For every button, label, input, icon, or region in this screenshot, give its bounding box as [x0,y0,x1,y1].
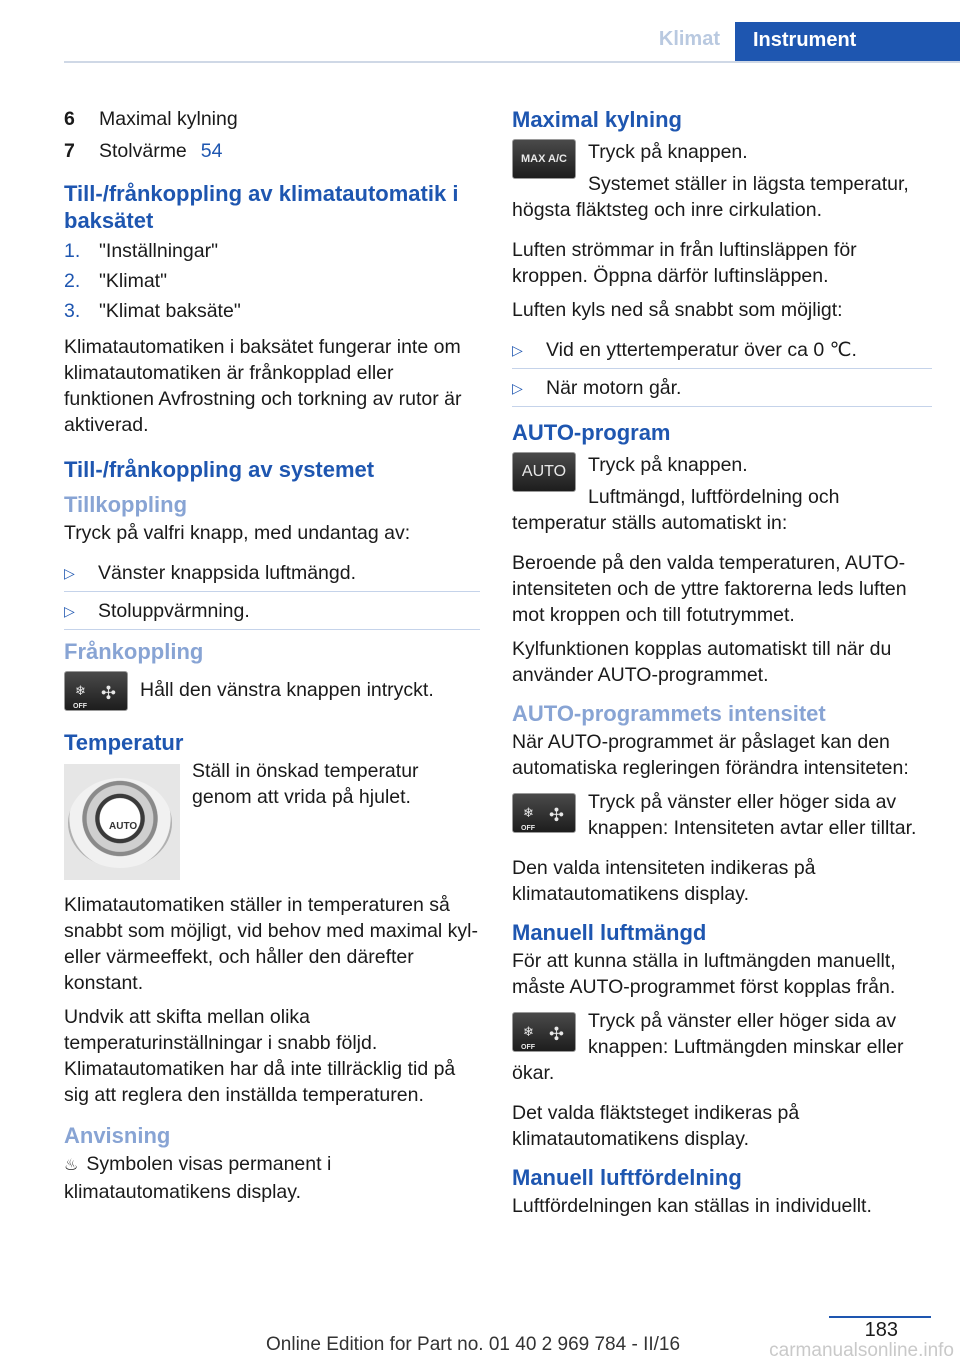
max-ac-button-icon: MAX A/C [512,139,576,179]
intensity-row [512,789,932,849]
fan-button-icon: ❄ OFF ✣ [512,793,576,833]
paragraph: Beroende på den valda temperaturen, AUTO-intensiteten och de yttre faktorerna leds luften mot kroppen och till fotutrymmet. [512,552,907,626]
heading-temperature: Temperatur [64,730,184,755]
auto-button-icon: AUTO [512,452,576,492]
step-item [64,238,480,268]
bullet-triangle-icon: ▷ [512,342,523,358]
knob-label: AUTO [109,821,138,832]
paragraph: Tryck på valfri knapp, med undantag av: [64,522,411,544]
bullet-text: Vänster knappsida luftmängd. [98,562,356,584]
page-reference-link[interactable]: 54 [200,140,223,162]
step-item [64,268,480,298]
paragraph: Håll den vänstra knappen intryckt. [140,679,434,701]
footer-rule [829,1316,931,1318]
paragraph: Klimatautomatiken i baksätet fungerar inte om klimatautomatiken är frånkopplad eller funktionen Avfrostning och torkning av rutor är aktiverad. [64,336,462,436]
paragraph: Luften kyls ned så snabbt som möjligt: [512,299,843,321]
heat-symbol-icon: ♨ [64,1157,79,1174]
note-text: Symbolen visas permanent i klimatautomatikens display. [64,1153,332,1203]
temperature-row [64,758,480,886]
legend-item [64,106,480,138]
paragraph: Ställ in önskad temperatur genom att vrida på hjulet. [192,760,419,808]
paragraph: Tryck på vänster eller höger sida av knappen: Intensiteten avtar eller tilltar. [588,791,917,839]
fan-button-icon: ❄ OFF ✣ [64,671,128,711]
bullet-triangle-icon: ▷ [512,380,523,396]
step-item [64,298,480,328]
rear-steps [64,238,480,328]
heading-note: Anvisning [64,1123,171,1148]
step-number: 1. [64,240,81,262]
bullet-text: När motorn går. [546,377,682,399]
temperature-knob-icon [64,764,180,880]
paragraph: Tryck på vänster eller höger sida av knappen: Luftmängden minskar eller ökar. [512,1010,904,1084]
edition-note: Online Edition for Part no. 01 40 2 969 784 - II/16 [266,1334,681,1355]
legend-item [64,138,480,170]
header-rule [64,61,960,63]
bullet-triangle-icon: ▷ [64,603,75,619]
paragraph: Luftmängd, luftfördelning och temperatur ställs automatiskt in: [512,486,840,534]
step-text: "Klimat baksäte" [99,300,241,322]
bullet-item [64,592,480,630]
heading-max-cooling: Maximal kylning [512,107,682,132]
paragraph: Systemet ställer in lägsta temperatur, högsta fläktsteg och inre cirkulation. [512,173,909,221]
max-cooling-conditions [512,331,932,407]
bullet-triangle-icon: ▷ [64,565,75,581]
bullet-item [64,554,480,592]
paragraph: Kylfunktionen kopplas automatiskt till när du använder AUTO-programmet. [512,638,892,686]
watermark: carmanualsonline.info [769,1340,954,1361]
heading-manual-airflow: Manuell luftmängd [512,920,707,945]
page-number: 183 [864,1319,898,1341]
fan-button-icon: ❄ OFF ✣ [512,1012,576,1052]
right-column [512,106,932,1227]
legend-text: Maximal kylning [99,108,238,130]
heading-auto-program: AUTO-program [512,420,671,445]
heading-switch-off: Frånkoppling [64,639,204,664]
step-number: 2. [64,270,81,292]
bullet-text: Vid en yttertemperatur över ca 0 ℃. [546,339,857,361]
bullet-item [512,369,932,407]
airflow-row [512,1008,932,1094]
step-number: 3. [64,300,81,322]
section-title: Klimat [658,28,720,50]
paragraph: Klimatautomatiken ställer in temperaturen så snabbt som möjligt, vid behov med maximal kyl- eller värmeeffekt, och håller den därefter konstant. [64,894,478,994]
auto-row [512,448,932,544]
chapter-tab-label: Instrument [753,29,857,51]
note-paragraph [64,1151,480,1205]
paragraph: Undvik att skifta mellan olika temperaturinställningar i snabb följd. Klimatautomatiken har då inte tillräcklig tid på sig att reglera den inställda temperaturen. [64,1006,456,1106]
paragraph: Tryck på knappen. [588,454,748,476]
heading-manual-distribution: Manuell luftfördelning [512,1165,742,1190]
paragraph: För att kunna ställa in luftmängden manuellt, måste AUTO-programmet först kopplas från. [512,950,896,998]
switch-on-exceptions [64,554,480,630]
paragraph: Den valda intensiteten indikeras på klimatautomatikens display. [512,857,816,905]
switch-off-row [64,667,480,715]
left-column [64,106,480,1213]
paragraph: Luften strömmar in från luftinsläppen för kroppen. Öppna därför luftinsläppen. [512,239,857,287]
max-cooling-row [512,135,932,231]
heading-system: Till-/frånkoppling av systemet [64,457,375,482]
bullet-text: Stoluppvärmning. [98,600,250,622]
heading-switch-on: Tillkoppling [64,492,188,517]
heading-rear-climate: Till-/frånkoppling av klimatautomatik i baksätet [64,181,459,233]
legend-text: Stolvärme [99,140,187,162]
paragraph: Luftfördelningen kan ställas in individuellt. [512,1195,872,1217]
step-text: "Inställningar" [99,240,218,262]
chapter-tab [735,22,960,63]
bullet-item [512,331,932,369]
paragraph: Tryck på knappen. [588,141,748,163]
paragraph: Det valda fläktsteget indikeras på klimatautomatikens display. [512,1102,800,1150]
paragraph: När AUTO-programmet är påslaget kan den automatiska regleringen förändra intensiteten: [512,731,909,779]
step-text: "Klimat" [99,270,168,292]
legend-number: 6 [64,108,75,130]
legend-number: 7 [64,140,75,162]
heading-auto-intensity: AUTO-programmets intensitet [512,701,826,726]
